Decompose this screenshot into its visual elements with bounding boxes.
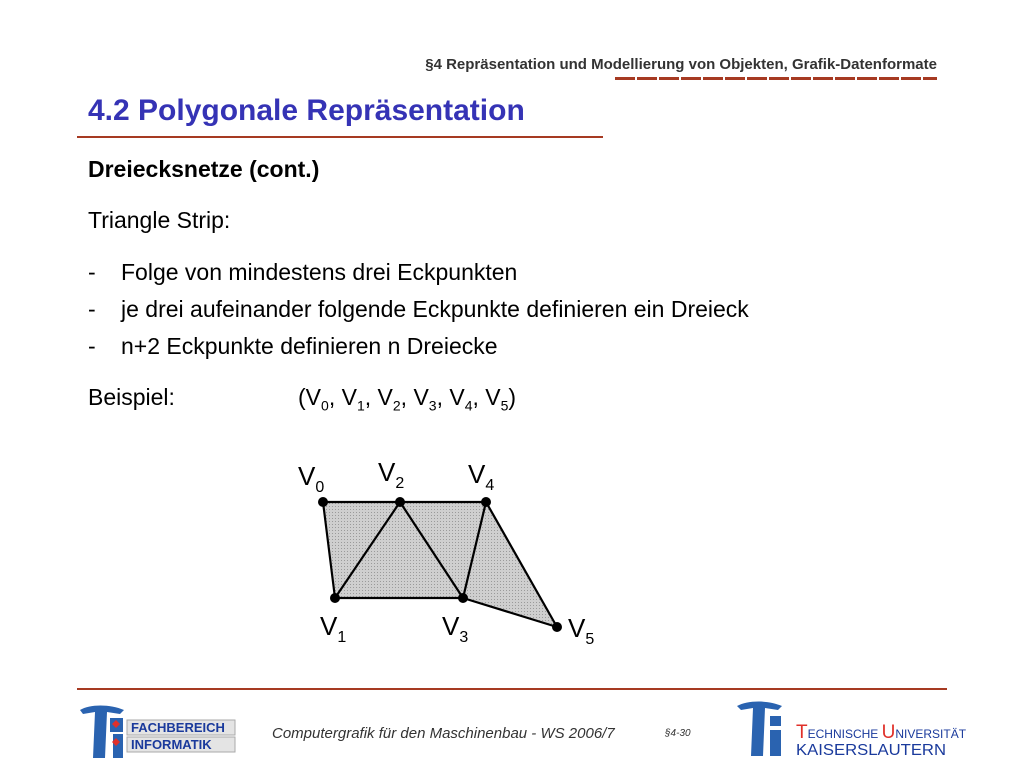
bullet-dash: - (88, 259, 96, 285)
slide-subtitle: Dreiecksnetze (cont.) (88, 156, 320, 182)
logo-text-line1: FACHBEREICH (131, 720, 225, 735)
seq-vertex: $V_1$ (341, 384, 365, 414)
vertex-label: $V_5$ (568, 613, 595, 648)
seq-separator: , (328, 384, 342, 410)
triangle-strip-diagram (290, 455, 620, 655)
bullet-item (88, 333, 498, 360)
page-number: §4-30 (665, 728, 691, 739)
vertex-label: $V_2$ (378, 457, 405, 492)
seq-vertex: $V_3$ (413, 384, 437, 414)
bullet-item (88, 296, 749, 323)
example-sequence (298, 384, 516, 414)
header-rule (615, 77, 937, 80)
paren-open: ( (298, 384, 306, 410)
fachbereich-informatik-logo (76, 700, 241, 762)
vertex-label: $V_0$ (298, 461, 325, 496)
vertex-point (330, 593, 340, 603)
vertex-point (395, 497, 405, 507)
vertex-point (481, 497, 491, 507)
vertex-label: $V_4$ (468, 459, 495, 494)
vertex-point (318, 497, 328, 507)
vertex-point (552, 622, 562, 632)
example-label: Beispiel: (88, 384, 175, 410)
university-name-line1: TECHNISCHE UNIVERSITÄT (796, 722, 967, 743)
bullet-dash: - (88, 296, 96, 322)
seq-separator: , (436, 384, 450, 410)
seq-separator: , (400, 384, 414, 410)
title-rule (77, 136, 603, 138)
chapter-header: §4 Repräsentation und Modellierung von Objekten, Grafik-Datenformate (425, 56, 937, 73)
footer-rule (77, 688, 947, 690)
tu-kaiserslautern-logo (734, 698, 967, 762)
bullet-dash: - (88, 333, 96, 359)
seq-vertex: $V_0$ (305, 384, 329, 414)
seq-vertex: $V_2$ (377, 384, 401, 414)
vertex-label: $V_3$ (442, 611, 469, 646)
paren-close: ) (508, 384, 517, 410)
slide-title: 4.2 Polygonale Repräsentation (88, 94, 525, 127)
bullet-item (88, 259, 517, 286)
bullet-text: Folge von mindestens drei Eckpunkten (121, 259, 518, 285)
university-name-line2: KAISERSLAUTERN (796, 742, 946, 759)
bullet-text: je drei aufeinander folgende Eckpunkte definieren ein Dreieck (121, 296, 749, 322)
seq-separator: , (364, 384, 378, 410)
vertex-label: $V_1$ (320, 611, 347, 646)
bullet-text: n+2 Eckpunkte definieren n Dreiecke (121, 333, 498, 359)
logo-text-line2: INFORMATIK (131, 737, 212, 752)
seq-separator: , (472, 384, 486, 410)
seq-vertex: $V_5$ (485, 384, 509, 414)
vertex-point (458, 593, 468, 603)
section-label: Triangle Strip: (88, 207, 231, 233)
footer-course: Computergrafik für den Maschinenbau - WS 2006/7 (272, 725, 615, 742)
seq-vertex: $V_4$ (449, 384, 473, 414)
